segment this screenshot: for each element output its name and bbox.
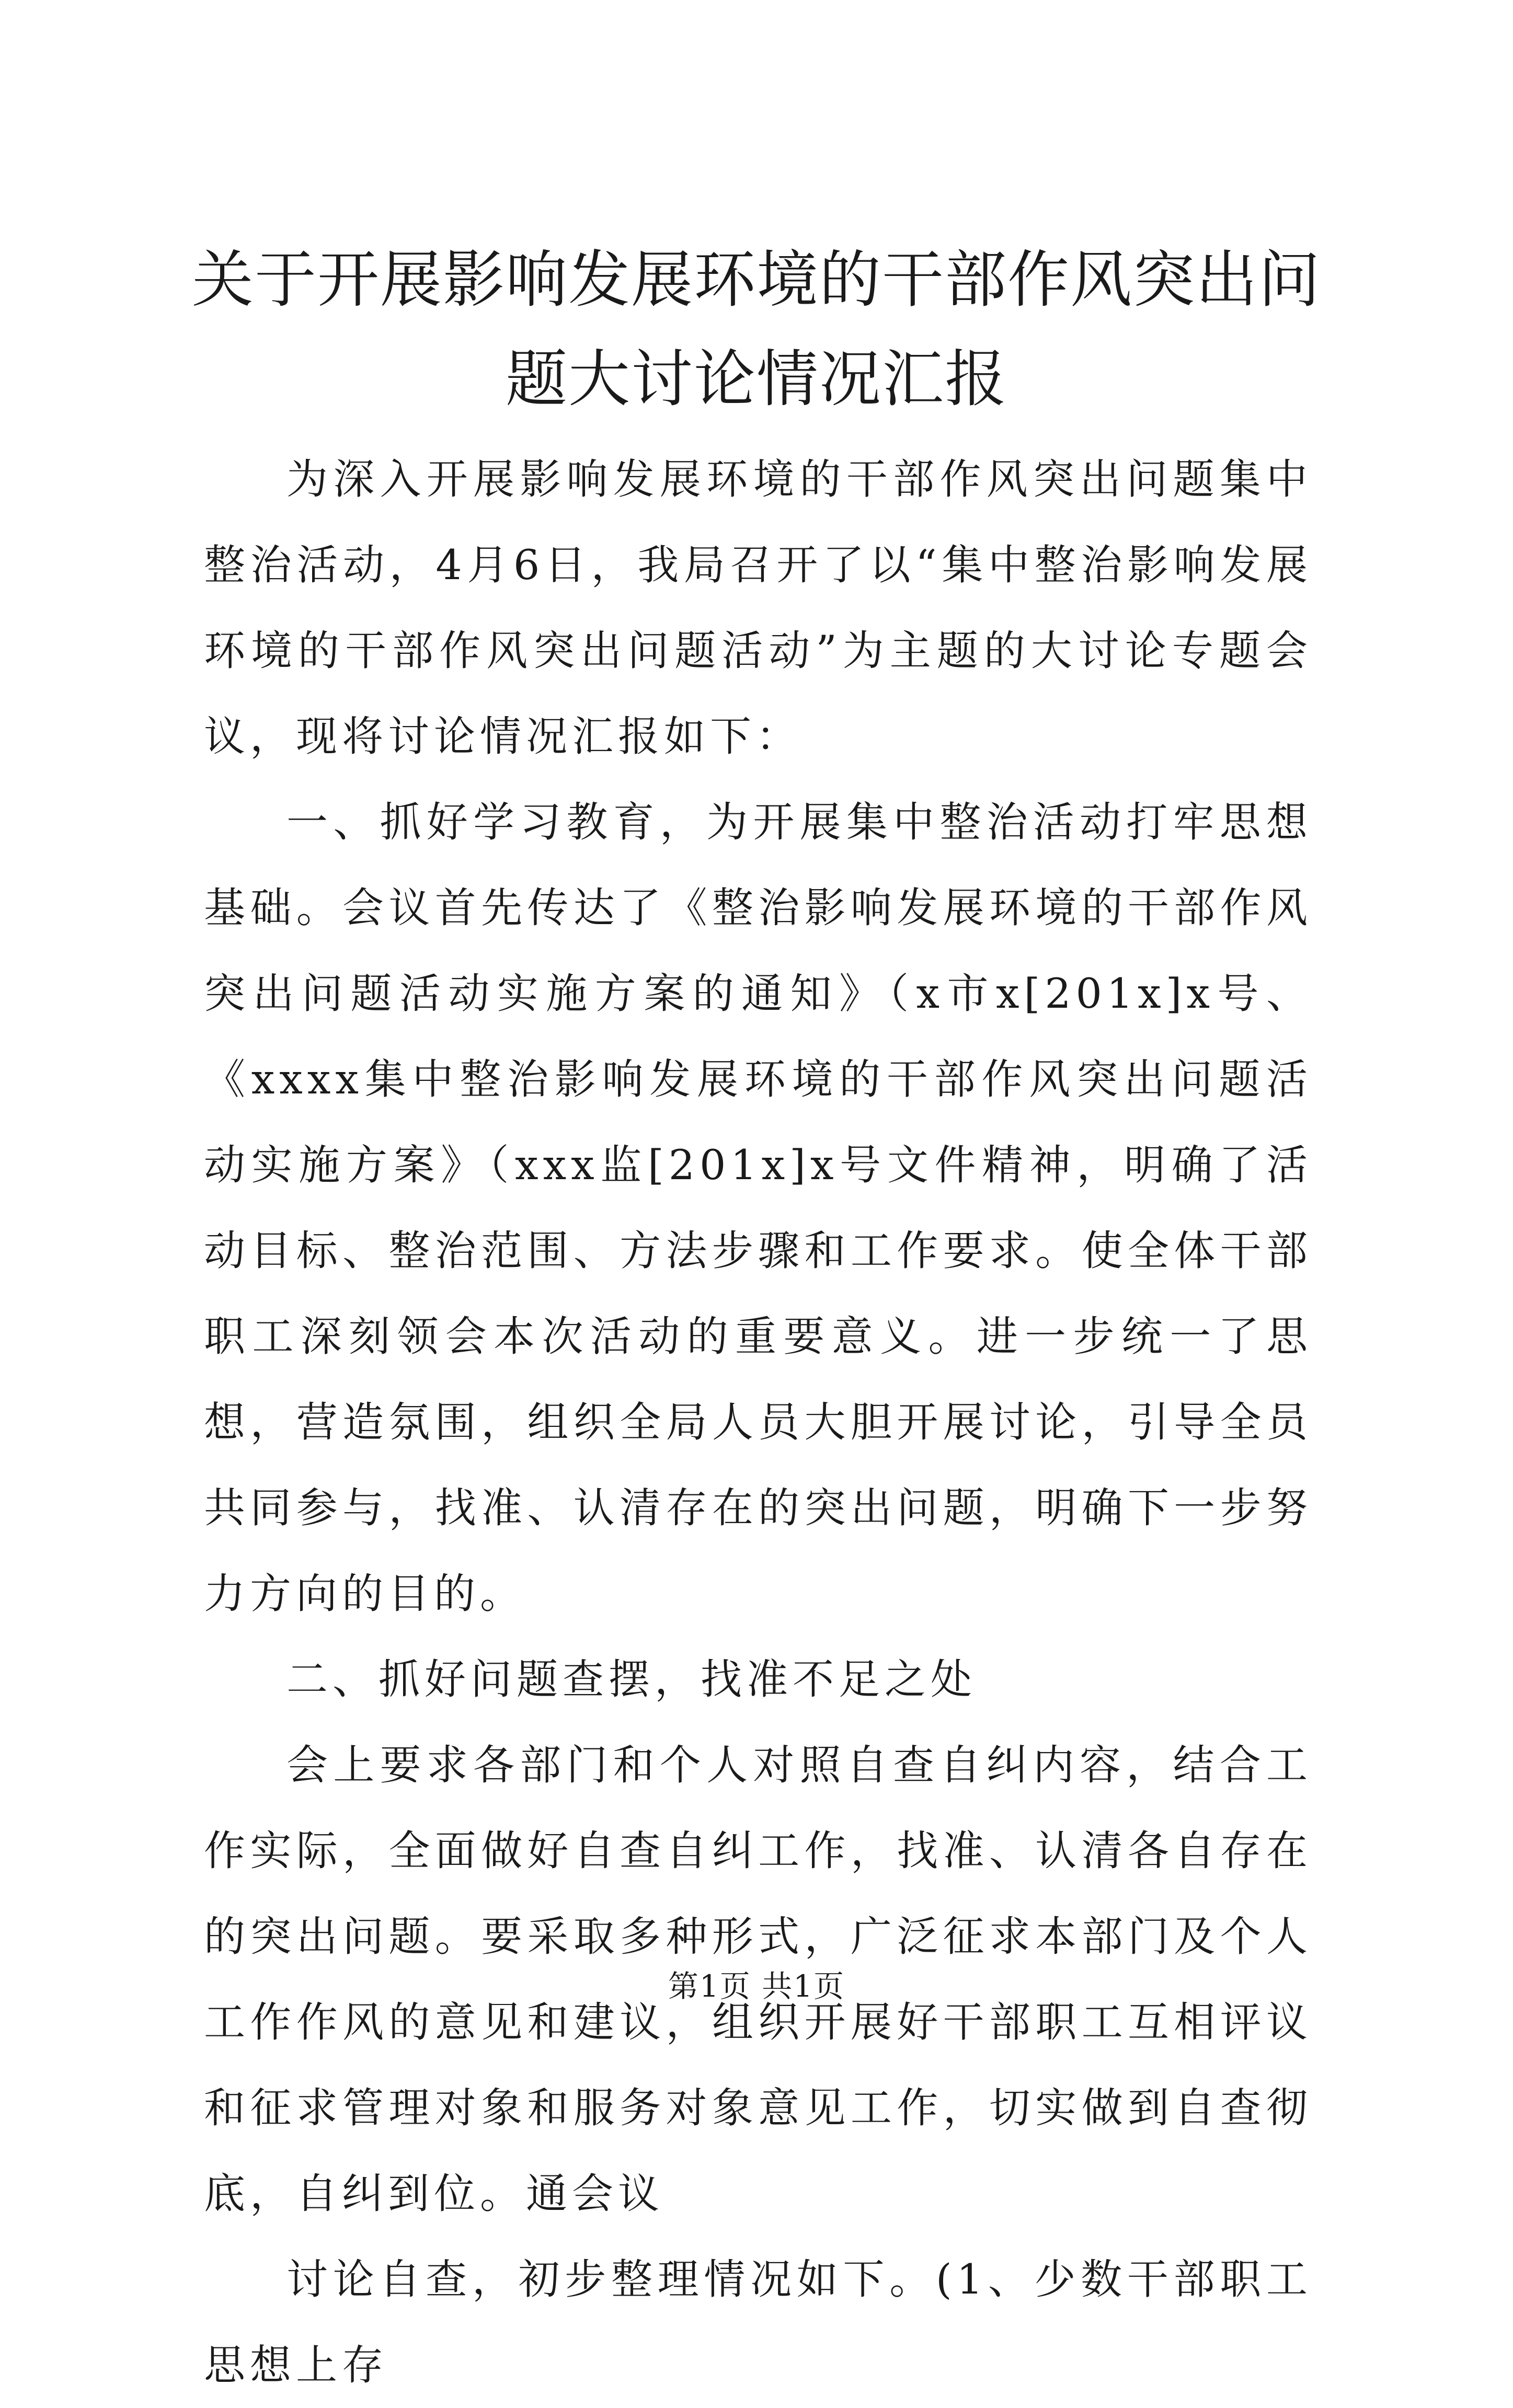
page-number-footer: 第1页 共1页 (668, 1968, 845, 2004)
paragraph-section-one: 一、抓好学习教育，为开展集中整治活动打牢思想基础。会议首先传达了《整治影响发展环境的干部作风突出问题活动实施方案的通知》（x市x[201x]x号、《xxxx集中整治影响发展环境的干部作风突出问题活动实施方案》（xxx监[201x]x号文件精神，明确了活动目标、整治范围、方法步骤和工作要求。使全体干部职工深刻领会本次活动的重要意义。进一步统一了思想，营造氛围，组织全局人员大胆开展讨论，引导全员共同参与，找准、认清存在的突出问题，明确下一步努力方向的目的。 (204, 798, 1312, 1618)
paragraph-intro: 为深入开展影响发展环境的干部作风突出问题集中整治活动，4月6日，我局召开了以“集中整治影响发展环境的干部作风突出问题活动”为主题的大讨论专题会议，现将讨论情况汇报如下： (204, 455, 1312, 761)
document-body (204, 436, 1312, 2408)
document-title: 关于开展影响发展环境的干部作风突出问题大讨论情况汇报 (191, 244, 1321, 415)
paragraph-section-two-body: 会上要求各部门和个人对照自查自纠内容，结合工作实际，全面做好自查自纠工作，找准、认清各自存在的突出问题。要采取多种形式，广泛征求本部门及个人工作作风的意见和建议，组织开展好干部职工互相评议和征求管理对象和服务对象意见工作，切实做到自查彻底，自纠到位。通会议 (204, 1741, 1312, 2218)
paragraph-discussion: 讨论自查，初步整理情况如下。(1、少数干部职工思想上存 (204, 2255, 1312, 2389)
paragraph-section-two-heading: 二、抓好问题查摆，找准不足之处 (286, 1655, 977, 1703)
